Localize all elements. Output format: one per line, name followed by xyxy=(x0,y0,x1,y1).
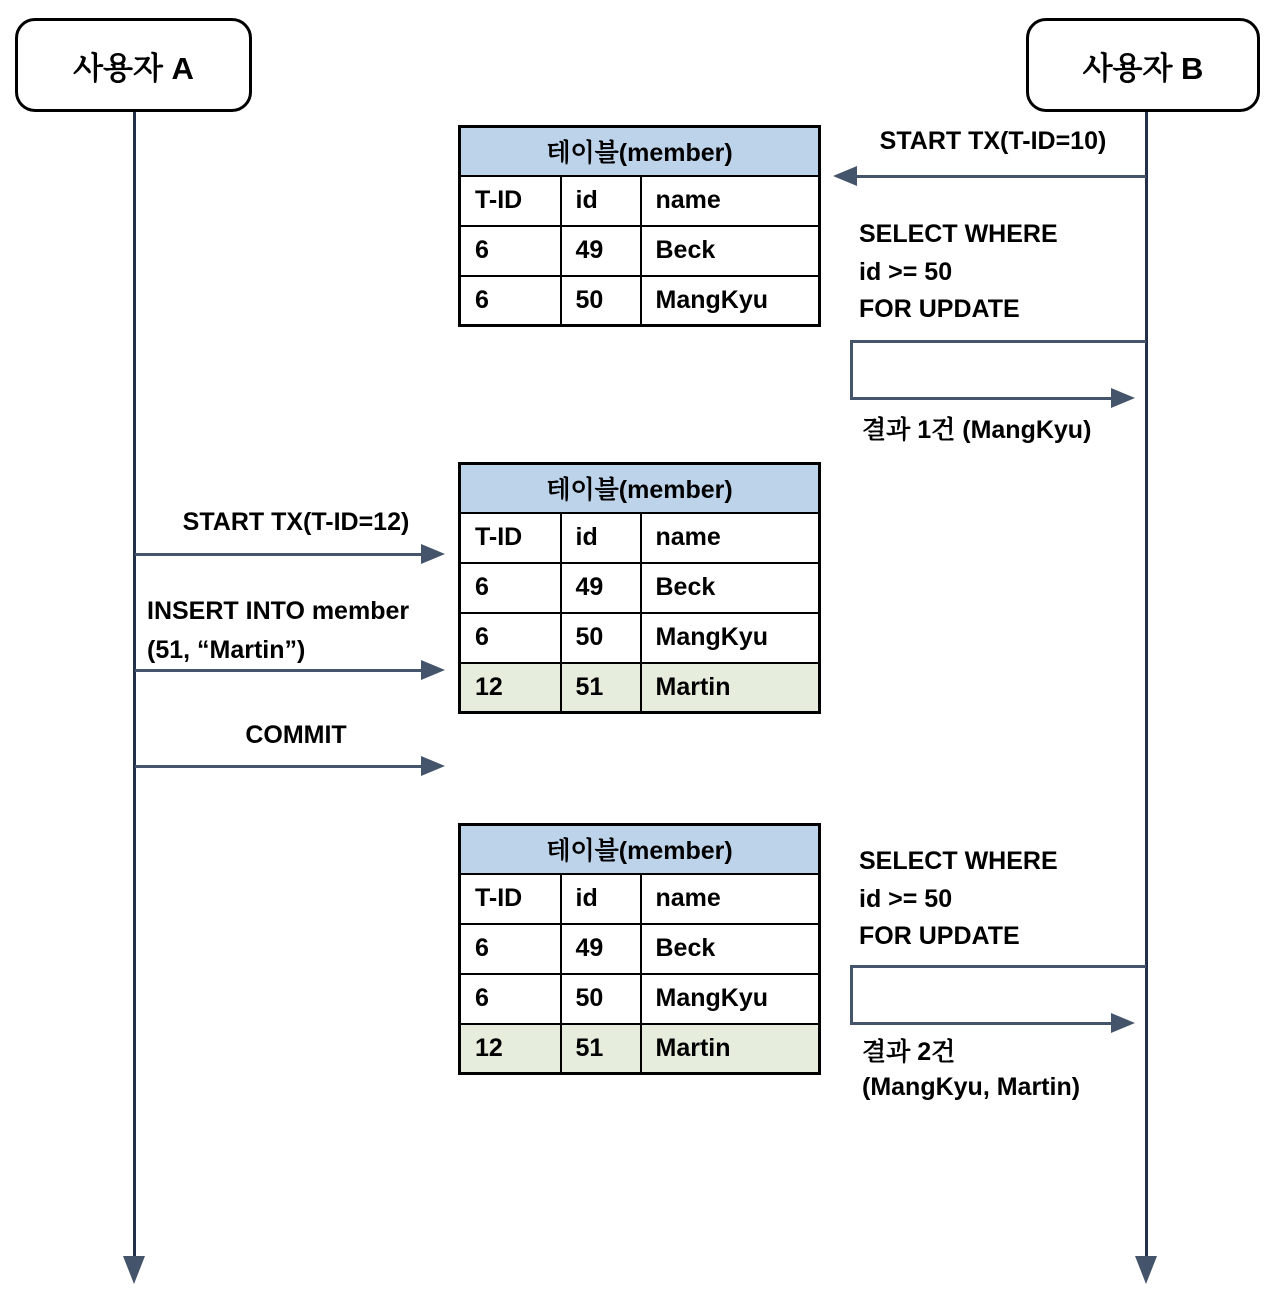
self-loop-2-bottom xyxy=(850,1022,1112,1025)
table-cell: 51 xyxy=(561,663,641,713)
table-cell: T-ID xyxy=(460,513,561,563)
arrow-right-icon xyxy=(421,756,445,776)
table-cell: MangKyu xyxy=(641,974,820,1024)
arrow-a-start-tx xyxy=(135,553,423,556)
result-2-line2: (MangKyu, Martin) xyxy=(862,1073,1081,1101)
table-cell: 6 xyxy=(460,276,561,326)
table-row xyxy=(460,974,820,1024)
arrow-right-icon xyxy=(421,660,445,680)
table-cell: 51 xyxy=(561,1024,641,1074)
table-1-title: 테이블(member) xyxy=(460,127,820,176)
self-loop-1-side xyxy=(850,340,853,400)
arrow-left-icon xyxy=(833,166,857,186)
member-table-1 xyxy=(458,125,821,327)
table-3-title: 테이블(member) xyxy=(460,825,820,874)
table-cell: 49 xyxy=(561,226,641,276)
message-insert xyxy=(147,592,409,670)
table-cell: id xyxy=(561,874,641,924)
table-row xyxy=(460,874,820,924)
select-1-line2: id >= 50 xyxy=(859,257,953,286)
self-loop-2-side xyxy=(850,965,853,1025)
actor-box-user-a xyxy=(15,18,252,112)
message-start-tx-b: START TX(T-ID=10) xyxy=(879,127,1107,155)
table-cell: Beck xyxy=(641,563,820,613)
table-cell: name xyxy=(641,513,820,563)
table-cell: 6 xyxy=(460,924,561,974)
table-cell: Beck xyxy=(641,226,820,276)
lifeline-user-b xyxy=(1145,112,1148,1257)
table-row xyxy=(460,176,820,226)
table-row xyxy=(460,613,820,663)
table-cell: MangKyu xyxy=(641,613,820,663)
table-cell: 50 xyxy=(561,276,641,326)
message-commit: COMMIT xyxy=(245,721,347,749)
message-result-1: 결과 1건 (MangKyu) xyxy=(862,416,1092,444)
table-cell: 49 xyxy=(561,563,641,613)
table-cell: Martin xyxy=(641,663,820,713)
table-2-title: 테이블(member) xyxy=(460,464,820,513)
arrow-right-icon xyxy=(1111,388,1135,408)
table-cell: name xyxy=(641,176,820,226)
select-2-line1: SELECT WHERE xyxy=(859,847,1058,875)
table-row xyxy=(460,226,820,276)
arrow-a-commit xyxy=(135,765,423,768)
table-cell: 12 xyxy=(460,1024,561,1074)
lifeline-a-arrowhead-icon xyxy=(123,1256,145,1284)
table-row-highlighted xyxy=(460,663,820,713)
table-cell: 6 xyxy=(460,974,561,1024)
result-2-line1: 결과 2건 xyxy=(862,1038,956,1066)
member-table-3 xyxy=(458,823,821,1075)
table-cell: 49 xyxy=(561,924,641,974)
table-row-highlighted xyxy=(460,1024,820,1074)
arrow-right-icon xyxy=(1111,1013,1135,1033)
table-cell: name xyxy=(641,874,820,924)
table-cell: 50 xyxy=(561,613,641,663)
table-cell: 50 xyxy=(561,974,641,1024)
table-cell: MangKyu xyxy=(641,276,820,326)
message-start-tx-a: START TX(T-ID=12) xyxy=(182,508,410,536)
table-row xyxy=(460,276,820,326)
arrow-right-icon xyxy=(421,544,445,564)
table-cell: id xyxy=(561,176,641,226)
member-table-2 xyxy=(458,462,821,714)
message-select-1 xyxy=(859,216,1058,329)
table-cell: Martin xyxy=(641,1024,820,1074)
select-2-line2: id >= 50 xyxy=(859,884,953,913)
lifeline-user-a xyxy=(133,112,136,1257)
message-select-2 xyxy=(859,843,1058,956)
table-row xyxy=(460,924,820,974)
table-cell: 6 xyxy=(460,563,561,613)
table-cell: id xyxy=(561,513,641,563)
select-2-line3: FOR UPDATE xyxy=(859,922,1020,950)
self-loop-1-top xyxy=(850,340,1146,343)
actor-box-user-b xyxy=(1026,18,1260,112)
actor-a-label: 사용자 A xyxy=(73,50,194,86)
self-loop-1-bottom xyxy=(850,397,1112,400)
table-cell: T-ID xyxy=(460,874,561,924)
table-cell: Beck xyxy=(641,924,820,974)
table-row xyxy=(460,513,820,563)
insert-line1: INSERT INTO member xyxy=(147,597,410,625)
table-cell: 6 xyxy=(460,226,561,276)
table-cell: T-ID xyxy=(460,176,561,226)
arrow-b-to-table1 xyxy=(842,175,1146,178)
message-result-2 xyxy=(862,1035,1080,1105)
self-loop-2-top xyxy=(850,965,1146,968)
table-row xyxy=(460,563,820,613)
lifeline-b-arrowhead-icon xyxy=(1135,1256,1157,1284)
table-cell: 6 xyxy=(460,613,561,663)
select-1-line3: FOR UPDATE xyxy=(859,295,1020,323)
arrow-a-insert xyxy=(135,669,423,672)
actor-b-label: 사용자 B xyxy=(1082,50,1204,86)
select-1-line1: SELECT WHERE xyxy=(859,220,1058,248)
table-cell: 12 xyxy=(460,663,561,713)
insert-line2: (51, “Martin”) xyxy=(147,636,306,664)
